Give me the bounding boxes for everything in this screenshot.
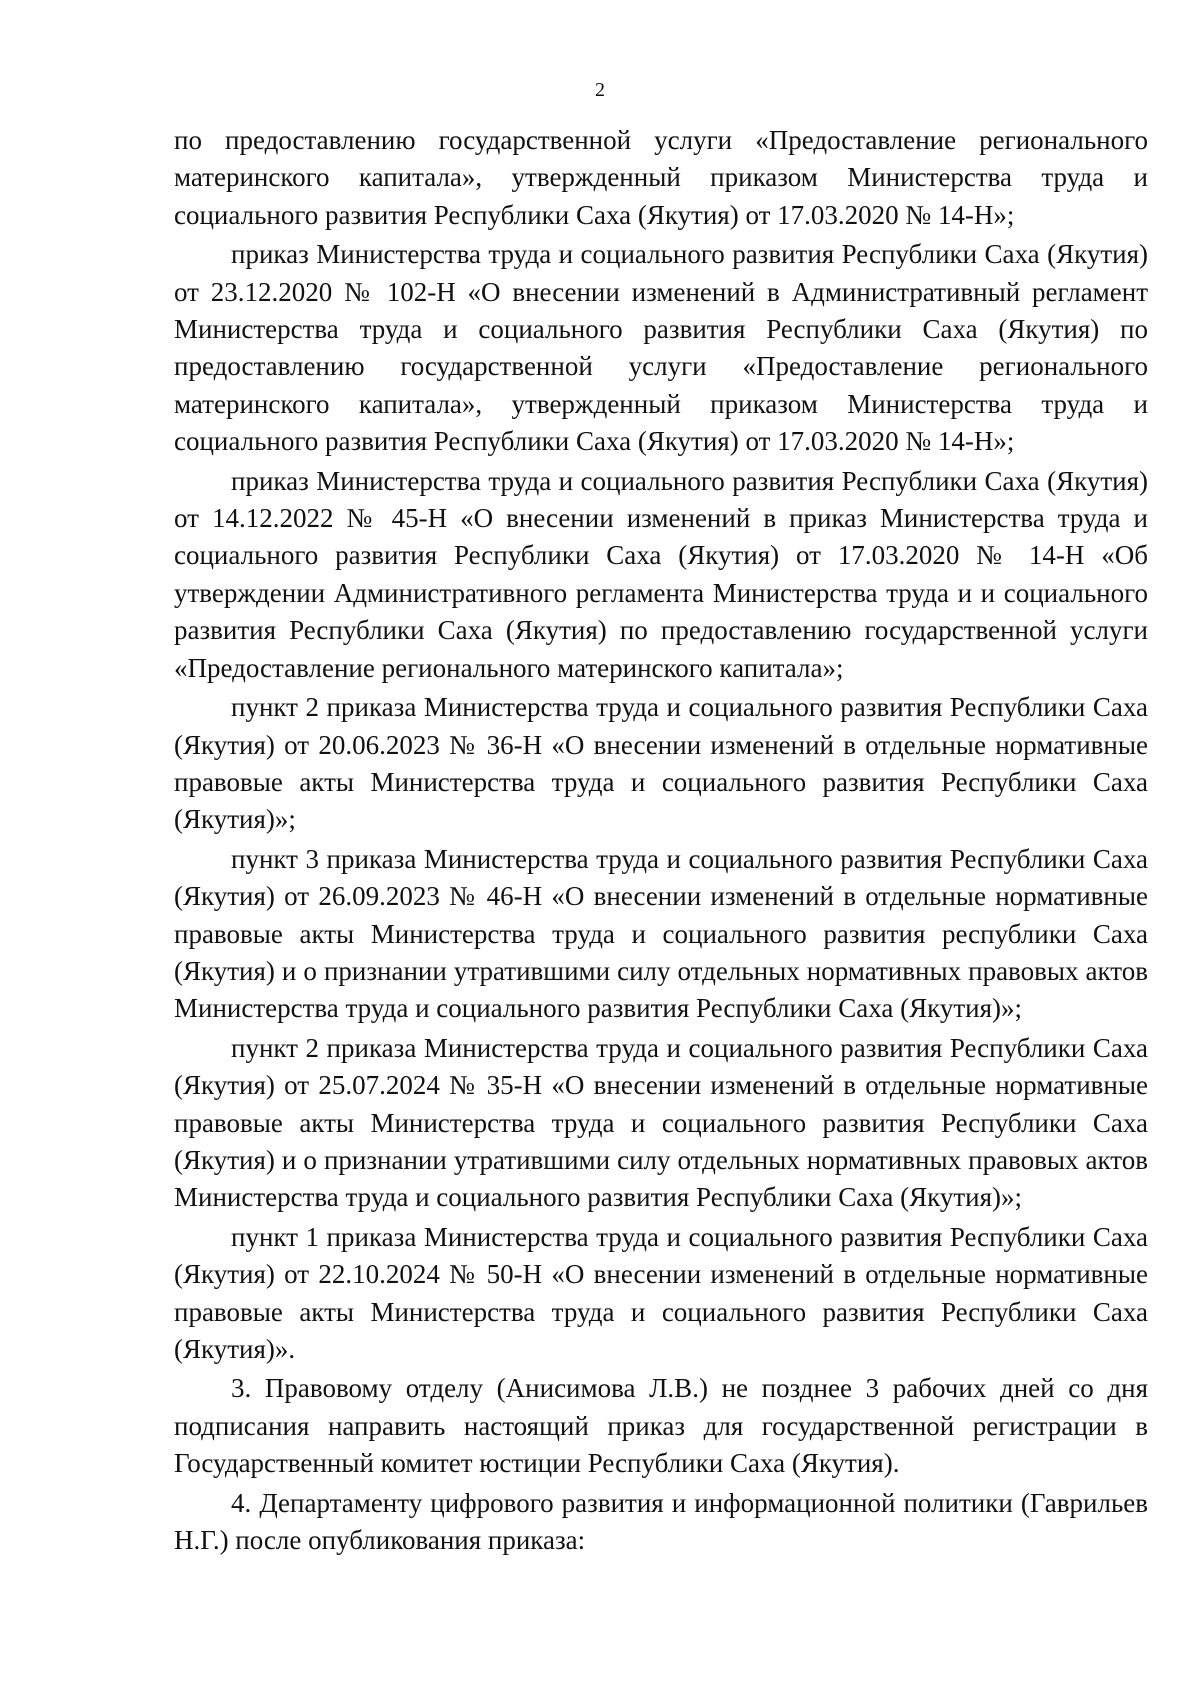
paragraph-item-3-legal-department: 3. Правовому отделу (Анисимова Л.В.) не позднее 3 рабочих дней со дня подписания направить настоящий приказ для государственной регистрации в Государственный комитет юстиции Республики Саха (Якутия). bbox=[174, 1373, 1148, 1479]
paragraph-item-4-digital-department: 4. Департаменту цифрового развития и информационной политики (Гаврильев Н.Г.) после опубликования приказа: bbox=[174, 1487, 1148, 1556]
page-number: 2 bbox=[595, 79, 605, 101]
paragraph-order-50n: пункт 1 приказа Министерства труда и социального развития Республики Саха (Якутия) от 22.10.2024 № 50-Н «О внесении изменений в отдельные нормативные правовые акты Министерства труда и социального развития Республики Саха (Якутия)». bbox=[174, 1221, 1148, 1364]
paragraph-continuation: по предоставлению государственной услуги «Предоставление регионального материнского капитала», утвержденный приказом Министерства труда и социального развития Республики Саха (Якутия) от 17.03.2020 № 14-Н»; bbox=[174, 125, 1148, 230]
paragraph-order-45n: приказ Министерства труда и социального развития Республики Саха (Якутия) от 14.12.2022 № 45-Н «О внесении изменений в приказ Министерства труда и социального развития Республики Саха (Якутия) от 17.03.2020 № 14-Н «Об утверждении Административного регламента Министерства труда и и социального развития Республики Саха (Якутия) по предоставлению государственной услуги «Предоставление регионального материнского капитала»; bbox=[174, 465, 1148, 683]
paragraph-order-102n: приказ Министерства труда и социального развития Республики Саха (Якутия) от 23.12.2020 № 102-Н «О внесении изменений в Административный регламент Министерства труда и социального развития Республики Саха (Якутия) по предоставлению государственной услуги «Предоставление регионального материнского капитала», утвержденный приказом Министерства труда и социального развития Республики Саха (Якутия) от 17.03.2020 № 14-Н»; bbox=[174, 239, 1148, 457]
document-body bbox=[174, 122, 1148, 1559]
paragraph-order-36n: пункт 2 приказа Министерства труда и социального развития Республики Саха (Якутия) от 20.06.2023 № 36-Н «О внесении изменений в отдельные нормативные правовые акты Министерства труда и социального развития Республики Саха (Якутия)»; bbox=[174, 692, 1148, 835]
paragraph-order-35n: пункт 2 приказа Министерства труда и социального развития Республики Саха (Якутия) от 25.07.2024 № 35-Н «О внесении изменений в отдельные нормативные правовые акты Министерства труда и социального развития Республики Саха (Якутия) и о признании утратившими силу отдельных нормативных правовых актов Министерства труда и социального развития Республики Саха (Якутия)»; bbox=[174, 1032, 1148, 1213]
paragraph-order-46n: пункт 3 приказа Министерства труда и социального развития Республики Саха (Якутия) от 26.09.2023 № 46-Н «О внесении изменений в отдельные нормативные правовые акты Министерства труда и социального развития республики Саха (Якутия) и о признании утратившими силу отдельных нормативных правовых актов Министерства труда и социального развития Республики Саха (Якутия)»; bbox=[174, 843, 1148, 1024]
